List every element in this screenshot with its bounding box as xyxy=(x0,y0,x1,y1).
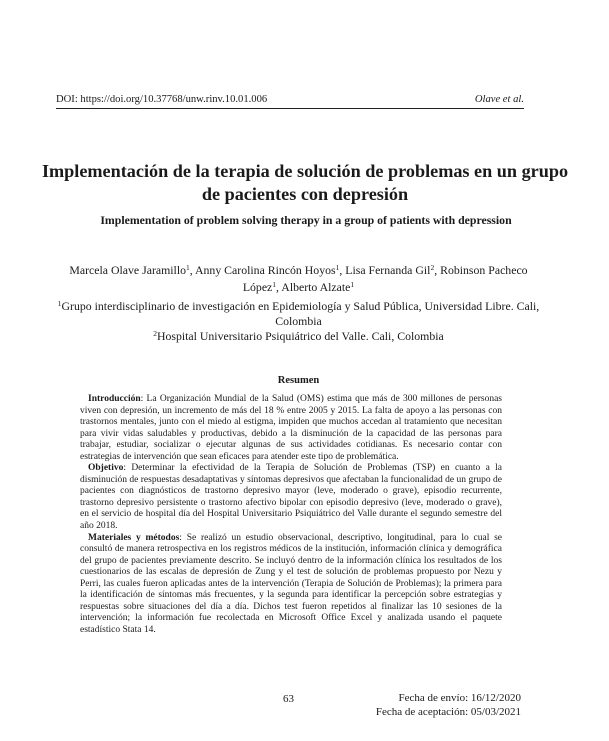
author: Lisa Fernanda Gil$^2$, xyxy=(345,263,441,277)
affiliation: $^1$Grupo interdisciplinario de investigación en Epidemiología y Salud Pública, Universidad Libre. Cali, Colombia xyxy=(57,299,540,328)
affiliation: $^2$Hospital Universitario Psiquiátrico del Valle. Cali, Colombia xyxy=(153,329,444,343)
paragraph-label: Objetivo xyxy=(88,463,124,474)
page-number: 63 xyxy=(283,693,294,705)
abstract-body xyxy=(80,394,502,636)
abstract-paragraph: Materiales y métodos: Se realizó un estudio observacional, descriptivo, longitudinal, para lo cual se consultó de manera retrospectiva en los registros médicos de la institución, información clínica y demográfica del grupo de pacientes previamente descrito. Se incluyó dentro de la información clínica los resultados de los cuestionarios de las escalas de depresión de Zung y el test de solución de problemas propuesto por Nezu y Perri, las cuales fueron aplicadas antes de la intervención (Terapia de Solución de Problemas); la primera para la identificación de síntomas más frecuentes, y la segunda para identificar la percepción sobre estrategias y respuestas sobre situaciones del día a día. Dichos test fueron repetidos al finalizar las 10 sesiones de la intervención; la información fue recolectada en Microsoft Office Excel y analizada usando el paquete estadístico Stata 14. xyxy=(80,532,503,635)
author: Alberto Alzate$^1$ xyxy=(281,280,355,294)
running-header xyxy=(56,94,524,109)
accepted-date: Fecha de aceptación: 05/03/2021 xyxy=(375,705,521,718)
abstract-paragraph: Introducción: La Organización Mundial de la Salud (OMS) estima que más de 300 millones de personas viven con depresión, un incremento de más del 18 % entre 2005 y 2015. La falta de apoyo a las personas con trastornos mentales, junto con el miedo al estigma, impiden que muchos accedan al tratamiento que necesitan para vivir vidas saludables y productivas, debido a la disminución de la capacidad de las personas para trabajar, estudiar, socializar o ejecutar algunas de sus actividades cotidianas. Es necesario contar con estrategias de intervención que sean eficaces para atender este tipo de problemática. xyxy=(80,394,502,462)
paragraph-label: Materiales y métodos xyxy=(88,532,180,543)
doi-link[interactable]: DOI: https://doi.org/10.37768/unw.rinv.10.01.006 xyxy=(56,94,268,105)
paragraph-label: Introducción xyxy=(88,394,141,404)
paper-subtitle: Implementation of problem solving therapy in a group of patients with depression xyxy=(100,213,512,227)
running-authors: Olave et al. xyxy=(474,94,524,105)
author-list xyxy=(56,262,541,296)
author: Anny Carolina Rincón Hoyos$^1$, xyxy=(195,263,346,277)
author: Marcela Olave Jaramillo$^1$, xyxy=(69,263,196,277)
paper-title: Implementación de la terapia de solución de problemas en un grupo de pacientes con depresión xyxy=(41,161,569,204)
abstract-heading: Resumen xyxy=(277,375,320,386)
affiliations xyxy=(56,299,541,344)
received-date: Fecha de envío: 16/12/2020 xyxy=(398,692,521,704)
author: Robinson Pacheco López$^1$, xyxy=(242,263,528,294)
abstract-paragraph: Objetivo: Determinar la efectividad de la Terapia de Solución de Problemas (TSP) en cuanto a la disminución de respuestas desadaptativas y síntomas depresivos que afectaban la funcionalidad de un grupo de pacientes con diagnósticos de trastorno depresivo mayor (leve, moderado o grave), episodio recurrente, trastorno depresivo persistente o trastorno afectivo bipolar con episodio depresivo (leve, moderado o grave), en el servicio de hospital día del Hospital Universitario Psiquiátrico del Valle durante el segundo semestre del año 2018. xyxy=(80,463,502,532)
submission-dates xyxy=(376,692,521,719)
